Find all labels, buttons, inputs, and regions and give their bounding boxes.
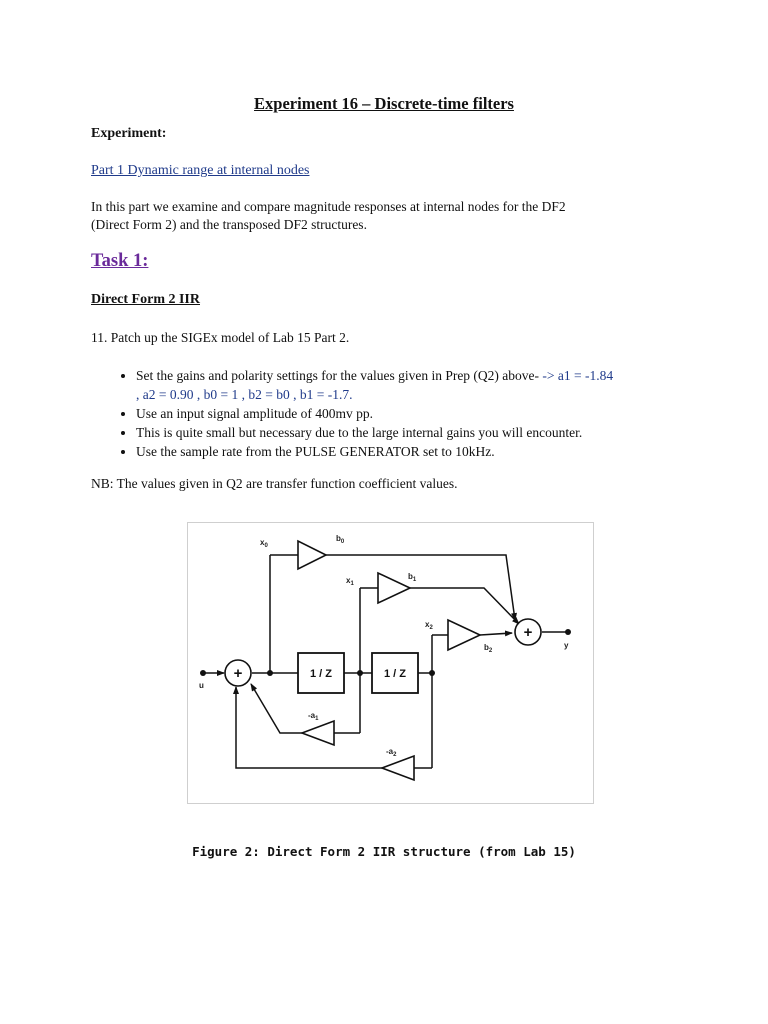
list-item: [136, 366, 756, 404]
list-item: • This is quite small but necessary due to the large internal gains you will encounter.: [136, 423, 756, 442]
sum-symbol-input: +: [233, 665, 243, 682]
gain-b0: [298, 541, 326, 569]
node-dot-x1: [357, 670, 363, 676]
node-dot-x0: [267, 670, 273, 676]
instruction-list: [91, 366, 756, 461]
gain-b1: [378, 573, 410, 603]
section-heading: Direct Form 2 IIR: [91, 292, 200, 307]
coef-label-neg-a2: $-a_2$: [386, 747, 397, 758]
coefficient-values-continued: , a2 = 0.90 , b0 = 1 , b2 = b0 , b1 = -1.7.: [136, 387, 353, 402]
delay-label-1: 1 / Z: [309, 668, 333, 680]
output-label: y: [564, 641, 569, 650]
input-terminal: [200, 670, 206, 676]
bullet-text: Set the gains and polarity settings for the values given in Prep (Q2) above-: [136, 368, 543, 383]
gain-neg-a1: [302, 721, 334, 745]
nb-note: NB: The values given in Q2 are transfer function coefficient values.: [91, 476, 458, 491]
coefficient-values: -> a1 = -1.84: [542, 368, 614, 383]
intro-line-2: (Direct Form 2) and the transposed DF2 structures.: [91, 217, 367, 232]
coef-label-b1: $b_1$: [408, 572, 417, 583]
node-label-x1: $x_1$: [346, 576, 354, 587]
experiment-heading: Experiment:: [91, 126, 167, 141]
page-title: Experiment 16 – Discrete-time filters: [254, 94, 514, 113]
diagram-svg: [188, 523, 593, 803]
task-heading: Task 1:: [91, 251, 149, 271]
part-heading: Part 1 Dynamic range at internal nodes: [91, 163, 310, 178]
node-dot-x2: [429, 670, 435, 676]
node-label-x0: $x_0$: [260, 538, 268, 549]
list-item: • Use the sample rate from the PULSE GENERATOR set to 10kHz.: [136, 442, 756, 461]
df2-iir-diagram: [187, 522, 594, 804]
coef-label-b0: $b_0$: [336, 534, 345, 545]
delay-label-2: 1 / Z: [383, 668, 407, 680]
step-text: 11. Patch up the SIGEx model of Lab 15 Part 2.: [91, 330, 350, 345]
gain-neg-a2: [382, 756, 414, 780]
gain-b2: [448, 620, 480, 650]
coef-label-b2: $b_2$: [484, 643, 493, 654]
node-label-x2: $x_2$: [425, 620, 433, 631]
figure-caption: Figure 2: Direct Form 2 IIR structure (from Lab 15): [192, 844, 576, 859]
wire-b2-out: [480, 633, 512, 635]
coef-label-neg-a1: $-a_1$: [308, 711, 319, 722]
intro-line-1: In this part we examine and compare magnitude responses at internal nodes for the DF2: [91, 199, 566, 214]
wire-b1-out: [410, 588, 519, 624]
sum-symbol-output: +: [523, 624, 533, 641]
input-label: u: [199, 681, 204, 690]
intro-paragraph: [91, 198, 566, 234]
output-terminal: [565, 629, 571, 635]
wire-a1-out: [251, 684, 302, 733]
list-item: • Use an input signal amplitude of 400mv pp.: [136, 404, 756, 423]
